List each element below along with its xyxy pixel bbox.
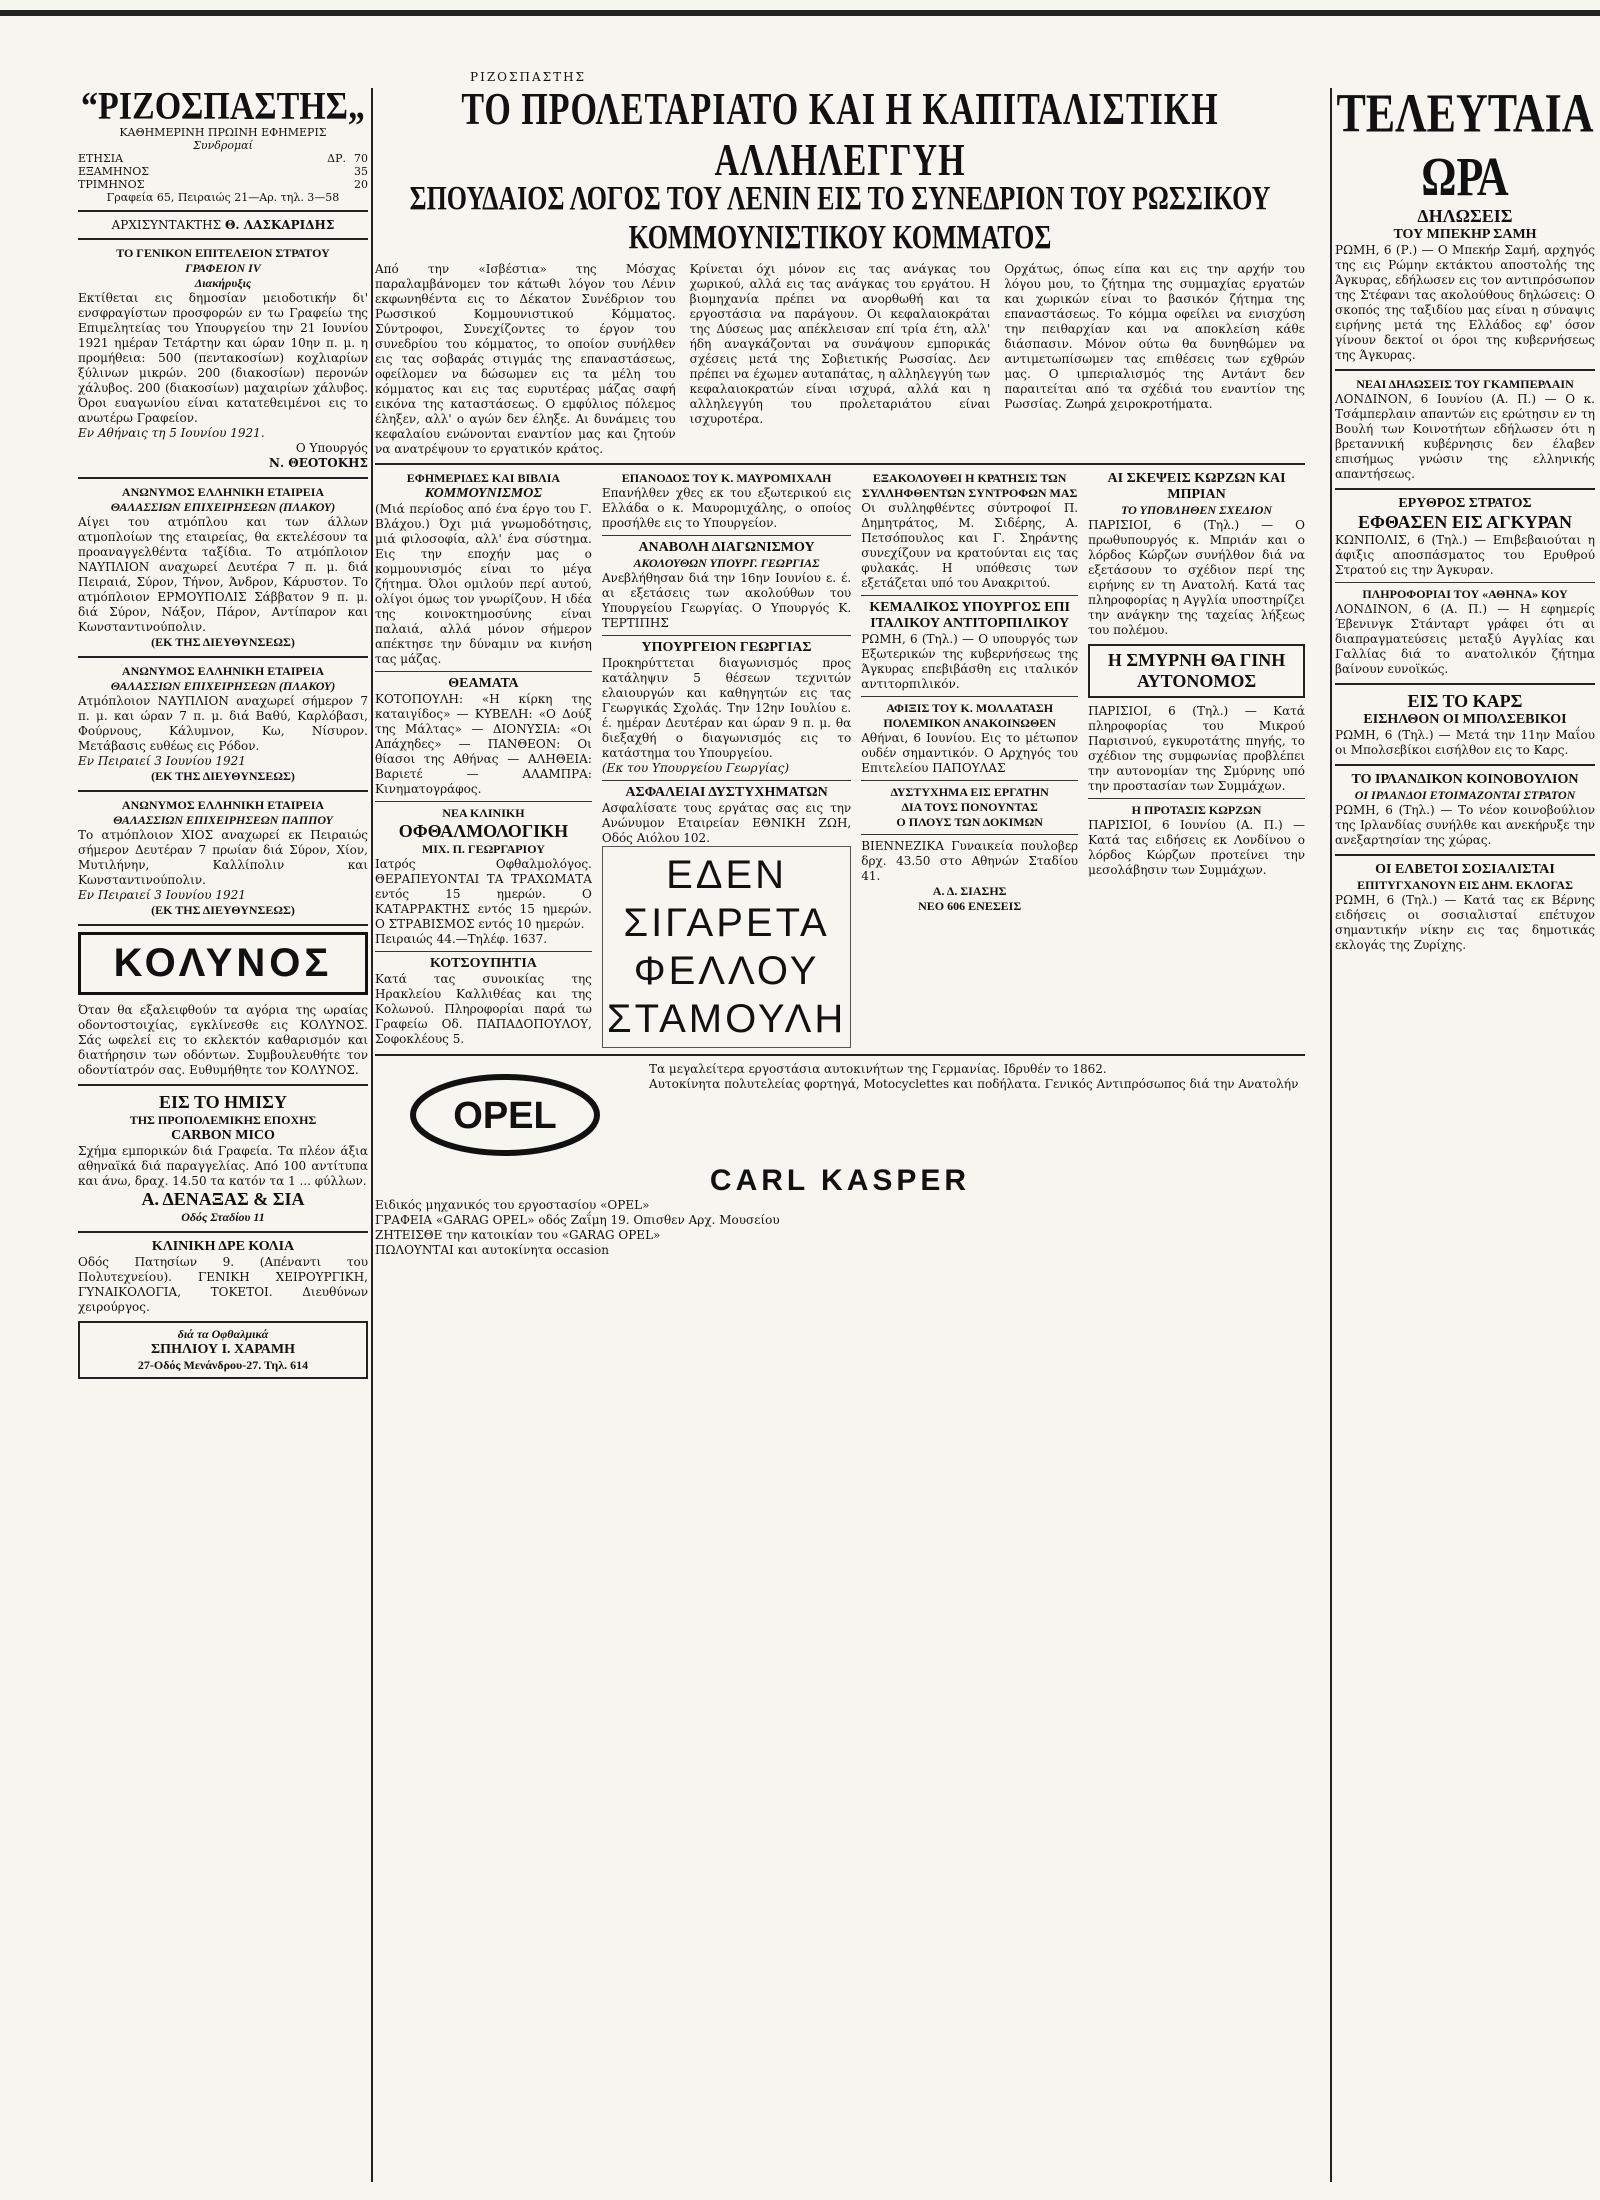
theatre-text: ΚΟΤΟΠΟΥΛΗ: «Η κίρκη της καταιγίδος» — ΚΥΒΕΛΗ: «Ο Δούξ της Μάλτας» — ΔΙΟΝΥΣΙΑ: «Οι Απάχηδες» — ΠΑΝΘΕΟΝ: Οι θίασοι της Αθήνας — ΑΛΗΘΕΙΑ: Βαριετέ — ΑΛΑΜΠΡΑ: Κινηματογράφος.	[375, 692, 592, 796]
divider	[1088, 798, 1305, 799]
opel-intro: Τα μεγαλείτερα εργοστάσια αυτοκινήτων της Γερμανίας. Ιδρυθέν το 1862.	[649, 1062, 1107, 1076]
offices-line: Γραφεία 65, Πειραιώς 21—Αρ. τηλ. 3—58	[106, 191, 340, 204]
divider	[78, 1084, 368, 1086]
masthead-title: “ΡΙΖΟΣΠΑΣΤΗΣ„	[81, 88, 365, 128]
clinic-text: Οδός Πατησίων 9. (Απέναντι του Πολυτεχνείου). ΓΕΝΙΚΗ ΧΕΙΡΟΥΡΓΙΚΗ, ΓΥΝΑΙΚΟΛΟΓΙΑ, ΤΟΚΕΤΟΙ. Διευθύνων χειρούργος.	[78, 1255, 368, 1314]
optician-name: ΣΠΗΛΙΟΥ Ι. ΧΑΡΑΜΗ	[151, 1342, 295, 1357]
section-body: Προκηρύττεται διαγωνισμός προς κατάληψιν 5 θέσεων τεχνιτών ελαιουργών και καθηγητών εις τας Γεωργικάς Σχολάς. Την 12ην Ιουλίου ε. έ. ημέραν Δευτέραν και ώραν 9 π. μ. θα διεξαχθή ο διαγωνισμός εις το κατάστημα του Υπουργείου.	[601, 656, 852, 760]
divider	[78, 790, 368, 792]
section-body: Οι συλληφθέντες σύντροφοί Π. Δημητράτος, Μ. Σιδέρης, Α. Πετσόπουλος και Γ. Σηράντης συνεχίζουν να κρατούνται εις τας φυλακάς. Η υπόθεσις των εξετάζεται υπό του Ανακριτού.	[861, 501, 1079, 590]
notice-subheading: ΘΑΛΑΣΣΙΩΝ ΕΠΙΧΕΙΡΗΣΕΩΝ (ΠΛΑΚΟΥ)	[110, 679, 336, 693]
divider	[861, 834, 1078, 835]
section-body: ΡΩΜΗ, 6 (Τηλ.) — Το νέον κοινοβούλιον της Ιρλανδίας συνήλθε και ανεκήρυξε την ανεξαρτησίαν της χώρας.	[1335, 803, 1595, 847]
viennese-ad: ΒΙΕΝΝΕΖΙΚΑ Γυναικεία πουλοβερ δρχ. 43.50 στο Αθηνών Σταδίου 41.	[861, 839, 1079, 883]
notice-footer: (ΕΚ ΤΗΣ ΔΙΕΥΘΥΝΣΕΩΣ)	[151, 903, 295, 917]
lower-column-1	[375, 471, 592, 1048]
section-heading: ΔΙΑ ΤΟΥΣ ΠΟΝΟΥΝΤΑΣ	[901, 800, 1038, 814]
kotsoupitia-heading: ΚΟΤΣΟΥΠΗΤΙΑ	[429, 956, 537, 971]
section-subheading: ΟΙ ΙΡΛΑΝΔΟΙ ΕΤΟΙΜΑΖΟΝΤΑΙ ΣΤΡΑΤΟΝ	[1354, 788, 1576, 802]
notice-heading: ΑΝΩΝΥΜΟΣ ΕΛΛΗΝΙΚΗ ΕΤΑΙΡΕΙΑ	[121, 664, 325, 678]
rate-unit	[327, 178, 346, 191]
section-subheading: ΤΟΥ ΜΠΕΚΗΡ ΣΑΜΗ	[1393, 227, 1537, 242]
section-heading: ΝΕΑΙ ΔΗΛΩΣΕΙΣ ΤΟΥ ΓΚΑΜΠΕΡΛΑΙΝ	[1356, 377, 1574, 391]
opel-intro-2: Αυτοκίνητα πολυτελείας φορτηγά, Motocyclettes και ποδήλατα. Γενικός Αντιπρόσωπος διά την Ανατολήν	[649, 1077, 1299, 1091]
notice-date: Εν Αθήναις τη 5 Ιουνίου 1921.	[78, 426, 265, 440]
article-column: Ορχάτως, όπως είπα και εις την αρχήν του λόγου μου, το ζήτημα της συμμαχίας εργατών και χωρικών είναι το βασικόν ζήτημα της επαναστάσεως. Το κόμμα οφείλει να ενισχύση την πειθαρχίαν και να αποκλείση κάθε διάσπασιν. Μόνον ούτω θα δυνηθώμεν να αντιμετωπίσωμεν τας επιθέσεις των εχθρών μας. Ο ιμπεριαλισμός της Αντάντ δεν παραιτείται από τα σχέδιά του εναντίον της Ρωσσίας. Ζωηρά χειροκροτήματα.	[1004, 262, 1305, 411]
notice-heading: ΑΝΩΝΥΜΟΣ ΕΛΛΗΝΙΚΗ ΕΤΑΙΡΕΙΑ	[121, 798, 325, 812]
rate-unit: ΔΡ.	[327, 152, 346, 165]
section-heading: ΠΟΛΕΜΙΚΟΝ ΑΝΑΚΟΙΝΩΘΕΝ	[883, 716, 1056, 730]
lenin-article	[375, 262, 1305, 457]
denaxas-name: Α. ΔΕΝΑΞΑΣ & ΣΙΑ	[141, 1189, 305, 1209]
editor-label: ΑΡΧΙΣΥΝΤΑΚΤΗΣ	[111, 218, 222, 232]
optician-ad	[78, 1321, 368, 1379]
main-column	[375, 88, 1305, 2182]
opel-logo-text: OPEL	[453, 1095, 557, 1137]
rate-price: 70	[354, 152, 368, 165]
rate-unit	[327, 165, 346, 178]
carbon-ad-subheading: ΤΗΣ ΠΡΟΠΟΛΕΜΙΚΗΣ ΕΠΟΧΗΣ	[129, 1113, 317, 1127]
viennese-ad-name: Α. Δ. ΣΙΑΣΗΣ	[932, 884, 1007, 898]
divider	[1335, 488, 1595, 490]
notice-footer: (ΕΚ ΤΗΣ ΔΙΕΥΘΥΝΣΕΩΣ)	[151, 635, 295, 649]
opel-logo-icon	[405, 1070, 605, 1160]
divider	[375, 951, 592, 952]
section-heading: ΔΗΛΩΣΕΙΣ	[1417, 206, 1513, 226]
lower-column-3	[861, 471, 1078, 1048]
optician-intro: διά τα Οφθαλμικά	[177, 1327, 269, 1341]
rate-price: 20	[354, 178, 368, 191]
opel-sold: ΠΩΛΟΥΝΤΑΙ και αυτοκίνητα occasion	[375, 1243, 609, 1257]
section-body: ΠΑΡΙΣΙΟΙ, 6 (Τηλ.) — Ο πρωθυπουργός κ. Μπριάν και ο λόρδος Κώρζων συνήλθον διά να εξετάσουν το σχέδιον περί της ειρήνης εν τη Ανατολή. Κατά τας πληροφορίας η Αγγλία υποστηρίζει την ανάγκην της ταχείας λήξεως του πολέμου.	[1088, 518, 1305, 637]
section-subheading: ΤΟ ΥΠΟΒΛΗΘΕΝ ΣΧΕΔΙΟΝ	[1121, 503, 1273, 517]
main-subheadline: ΣΠΟΥΔΑΙΟΣ ΛΟΓΟΣ ΤΟΥ ΛΕΝΙΝ ΕΙΣ ΤΟ ΣΥΝΕΔΡΙΟΝ ΤΟΥ ΡΩΣΣΙΚΟΥ ΚΟΜΜΟΥΝΙΣΤΙΚΟΥ ΚΟΜΜΑΤΟΣ	[409, 179, 1271, 256]
divider	[1335, 854, 1595, 856]
opel-office: ΓΡΑΦΕΙΑ «GARAG OPEL» οδός Ζαΐμη 19. Οπισθεν Αρχ. Μουσείου	[375, 1213, 780, 1227]
section-body: ΠΑΡΙΣΙΟΙ, 6 (Τηλ.) — Κατά πληροφορίας του Μικρού Παρισινού, εγκυροτάτης πηγής, το σχέδιον της συμφωνίας προβλέπει την αυτονομίαν της Σμύρνης υπό την προστασίαν των Συμμάχων.	[1088, 704, 1305, 793]
optician-address: 27-Οδός Μενάνδρου-27. Τηλ. 614	[137, 1358, 309, 1372]
notice-body: Το ατμόπλοιον ΧΙΟΣ αναχωρεί εκ Πειραιώς σήμερον Δευτέραν 7 πρωίαν διά Σύρον, Χίον, Μυτιλήνην, Καλλίπολιν και Κωνσταντινούπολιν.	[78, 828, 368, 887]
section-heading: Ο ΠΛΟΥΣ ΤΩΝ ΔΟΚΙΜΩΝ	[896, 815, 1043, 829]
section-body: ΠΑΡΙΣΙΟΙ, 6 Ιουνίου (Α. Π.) — Κατά τας ειδήσεις εκ Λονδίνου ο λόρδος Κώρζων προτείνει την μεσολάβησιν των Συμμάχων.	[1088, 818, 1305, 877]
section-heading: ΚΕΜΑΛΙΚΟΣ ΥΠΟΥΡΓΟΣ ΕΠΙ ΙΤΑΛΙΚΟΥ ΑΝΤΙΤΟΡΠΙΛΙΚΟΥ	[869, 600, 1070, 631]
section-heading: ΕΦΗΜΕΡΙΔΕΣ ΚΑΙ ΒΙΒΛΙΑ	[406, 471, 561, 485]
section-body: Επανήλθεν χθες εκ του εξωτερικού εις Ελλάδα ο κ. Μαυρομιχάλης, ο οποίος προσήλθε εις το Υπουργείον.	[601, 486, 852, 530]
eye-clinic-heading: ΝΕΑ ΚΛΙΝΙΚΗ	[442, 806, 525, 820]
section-subheading: ΕΦΘΑΣΕΝ ΕΙΣ ΑΓΚΥΡΑΝ	[1358, 512, 1572, 532]
cigarette-ad: ΕΔΕΝ ΣΙΓΑΡΕΤΑ ΦΕΛΛΟΥ ΣΤΑΜΟΥΛΗ	[602, 846, 851, 1048]
divider	[375, 1054, 1305, 1056]
carl-kasper-brand: CARL KASPER	[709, 1164, 971, 1197]
section-heading: Η ΠΡΟΤΑΣΙΣ ΚΩΡΖΩΝ	[1131, 803, 1262, 817]
section-subheading: ΚΟΜΜΟΥΝΙΣΜΟΣ	[424, 486, 542, 501]
divider	[78, 210, 368, 212]
rate-period: ΤΡΙΜΗΝΟΣ	[78, 178, 145, 191]
notice-date: Εν Πειραιεί 3 Ιουνίου 1921	[78, 754, 246, 768]
divider	[861, 780, 1078, 781]
section-heading: ΥΠΟΥΡΓΕΙΟΝ ΓΕΩΡΓΙΑΣ	[641, 640, 812, 655]
section-heading: ΕΞΑΚΟΛΟΥΘΕΙ Η ΚΡΑΤΗΣΙΣ ΤΩΝ ΣΥΛΛΗΦΘΕΝΤΩΝ ΣΥΝΤΡΟΦΩΝ ΜΑΣ	[861, 471, 1078, 500]
section-body: Ασφαλίσατε τους εργάτας σας εις την Ανώνυμον Εταιρείαν ΕΘΝΙΚΗ ΖΩΗ, Οδός Αιόλου 102.	[601, 801, 852, 845]
section-footer: (Εκ του Υπουργείου Γεωργίας)	[601, 761, 789, 775]
section-heading: ΔΥΣΤΥΧΗΜΑ ΕΙΣ ΕΡΓΑΤΗΝ	[890, 785, 1049, 799]
section-heading: ΟΙ ΕΛΒΕΤΟΙ ΣΟΣΙΑΛΙΣΤΑΙ	[1375, 862, 1555, 877]
rates-table	[78, 152, 368, 191]
divider	[78, 924, 368, 926]
carbon-ad-text: Σχήμα εμπορικών διά Γραφεία. Τα πλέον άξια αθηναϊκά διά παραγγελίας. Από 100 αντίτυπα και άνω, δραχ. 14.50 τα κατόν τα 1 ... φύλλων.	[78, 1144, 368, 1188]
divider	[602, 780, 851, 781]
notice-kind: Διακήρυξις	[194, 276, 252, 290]
divider	[78, 238, 368, 240]
section-heading: ΝΕΟ 606 ΕΝΕΣΕΙΣ	[918, 899, 1022, 913]
divider	[602, 635, 851, 636]
notice-footer: (ΕΚ ΤΗΣ ΔΙΕΥΘΥΝΣΕΩΣ)	[151, 769, 295, 783]
divider	[602, 535, 851, 536]
denaxas-address: Οδός Σταδίου 11	[181, 1210, 265, 1224]
right-column	[1335, 88, 1595, 2182]
carbon-ad-brand: CARBON MICO	[171, 1128, 275, 1143]
section-body: ΛΟΝΔΙΝΟΝ, 6 (Α. Π.) — Η εφημερίς Έβενινγκ Στάνταρτ γράφει ότι αι διαπραγματεύσεις μεταξύ Αγγλίας και Γαλλίας διά το ανατολικόν ζήτημα βαίνουν ευνοϊκώς.	[1335, 602, 1595, 676]
notice-subheading: ΘΑΛΑΣΣΙΩΝ ΕΠΙΧΕΙΡΗΣΕΩΝ ΠΑΠΠΟΥ	[113, 813, 333, 827]
top-rule	[0, 10, 1600, 16]
divider	[1335, 369, 1595, 371]
main-headline: ΤΟ ΠΡΟΛΕΤΑΡΙΑΤΟ ΚΑΙ Η ΚΑΠΙΤΑΛΙΣΤΙΚΗ ΑΛΛΗΛΕΓΓΥΗ	[461, 88, 1219, 186]
divider	[78, 1231, 368, 1233]
smyrna-box	[1088, 644, 1305, 698]
notice-sign-label: Ο Υπουργός	[295, 441, 368, 455]
editor-line	[78, 218, 368, 232]
section-heading: ΕΡΥΘΡΟΣ ΣΤΡΑΤΟΣ	[1398, 496, 1532, 511]
left-column	[78, 88, 368, 2182]
last-hour-heading: ΤΕΛΕΥΤΑΙΑ ΩΡΑ	[1336, 88, 1594, 208]
rate-price: 35	[354, 165, 368, 178]
masthead-subtitle: ΚΑΘΗΜΕΡΙΝΗ ΠΡΩΙΝΗ ΕΦΗΜΕΡΙΣ	[119, 126, 327, 139]
section-body: Αθήναι, 6 Ιουνίου. Εις το μέτωπον ουδέν σημαντικόν. Ο Αρχηγός του Επιτελείου ΠΑΠΟΥΛΑΣ	[861, 731, 1079, 775]
lower-column-4	[1088, 471, 1305, 1048]
section-body: Ανεβλήθησαν διά την 16ην Ιουνίου ε. έ. αι εξετάσεις των ακολούθων του Υπουργείου Γεωργίας. Ο Υπουργός Κ. ΤΕΡΤΙΠΗΣ	[601, 571, 852, 630]
section-heading: Η ΣΜΥΡΝΗ ΘΑ ΓΙΝΗ ΑΥΤΟΝΟΜΟΣ	[1107, 650, 1286, 691]
lower-columns	[375, 471, 1305, 1048]
running-head: ΡΙΖΟΣΠΑΣΤΗΣ	[470, 70, 587, 84]
theatre-heading: ΘΕΑΜΑΤΑ	[448, 676, 519, 691]
article-column: Κρίνεται όχι μόνον εις τας ανάγκας του χωρικού, αλλά εις τας ανάγκας του εργάτου. Η βιομηχανία πρέπει να ανορθωθή και τα εργοστάσια να παράγουν. Οι κεφαλαιοκράται της Δύσεως μας απέκλεισαν επί τρία έτη, αλλ' ήδη αναγκάζονται να συνάψουν εμπορικάς σχέσεις μετά της Σοβιετικής Ρωσσίας. Δεν πρέπει να έχωμεν αυταπάτας, η αλληλεγγύη των κεφαλαιοκρατών είναι ισχυρά, αλλά και η αλληλεγγύη του προλεταριάτου είναι ισχυροτέρα.	[689, 262, 991, 426]
section-heading: ΕΠΑΝΟΔΟΣ ΤΟΥ Κ. ΜΑΥΡΟΜΙΧΑΛΗ	[621, 471, 832, 485]
section-body: ΡΩΜΗ, 6 (Τηλ.) — Κατά τας εκ Βέρνης ειδήσεις οι σοσιαλισταί επέτυχον σημαντικήν νίκην εις τας δημοτικάς εκλογάς της Ζυρίχης.	[1335, 893, 1595, 952]
notice-signature: Ν. ΘΕΟΤΟΚΗΣ	[268, 456, 368, 470]
eye-clinic-address: Πειραιώς 44.—Τηλέφ. 1637.	[375, 932, 548, 946]
section-subheading: ΑΚΟΛΟΥΘΩΝ ΥΠΟΥΡΓ. ΓΕΩΡΓΙΑΣ	[633, 556, 820, 570]
section-body: ΡΩΜΗ, 6 (Ρ.) — Ο Μπεκήρ Σαμή, αρχηγός της εις Ρώμην εκτάκτου αποστολής της Άγκυρας, εδήλωσεν εις τον αντιπρόσωπον της Στέφανι τας ακολούθους δηλώσεις: Ο σκοπός της ταξιδίου μας είναι η σύναψις ειρήνης μετά της Ελλάδος εφ' όσον γίνουν δεκτοί οι όροι της κυβερνήσεως της Άγκυρας.	[1335, 243, 1595, 362]
divider	[375, 801, 592, 802]
notice-date: Εν Πειραιεί 3 Ιουνίου 1921	[78, 888, 246, 902]
subscriptions-label: Συνδρομαί	[193, 139, 253, 152]
kotsoupitia-text: Κατά τας συνοικίας της Ηρακλείου Καλλιθέας και της Κολωνού. Πληροφορίαι παρά τω Γραφείω Οδ. ΠΑΠΑΔΟΠΟΥΛΟΥ, Σοφοκλέους 5.	[375, 972, 592, 1046]
editor-name: Θ. ΛΑΣΚΑΡΙΔΗΣ	[224, 218, 335, 232]
kolynos-ad-text: Όταν θα εξαλειφθούν τα αγόρια της ωραίας οδοντοστοιχίας, εγκλίνεσθε εις ΚΟΛΥΝΟΣ. Σάς ωφελεί εις το εκλεκτόν καθαρισμόν και διατήρησιν των οδόντων. Συμβουλευθήτε τον οδοντίατρόν σας. Ευθυμήθητε τον ΚΟΛΥΝΟΣ.	[78, 1003, 368, 1077]
opel-workshop: Ειδικός μηχανικός του εργοστασίου «OPEL»	[375, 1198, 650, 1212]
section-heading: ΑΝΑΒΟΛΗ ΔΙΑΓΩΝΙΣΜΟΥ	[638, 540, 815, 555]
eye-clinic-text: Ιατρός Οφθαλμολόγος. ΘΕΡΑΠΕΥΟΝΤΑΙ ΤΑ ΤΡΑΧΩΜΑΤΑ εντός 15 ημερών. Ο ΚΑΤΑΡΡΑΚΤΗΣ εντός 15 ημερών. Ο ΣΤΡΑΒΙΣΜΟΣ εντός 10 ημερών.	[375, 857, 592, 931]
notice-subheading: ΓΡΑΦΕΙΟΝ IV	[185, 261, 261, 275]
notice-body: Αίγει του ατμόπλου και των άλλων ατμοπλοίων της εταιρείας, θα εκτελέσουν τα προαναγγελθέντα ταξίδια. Το ατμόπλοιον ΝΑΥΠΛΙΟΝ αναχωρεί Δευτέρα 7 π. μ. διά Πειραιά, Σύρον, Τήνον, Άνδρον, Κάρυστον. Το ατμόπλοιον ΕΡΜΟΥΠΟΛΙΣ Σάββατον 9 π. μ. διά Σύρον, Νάξον, Πάρον, Αντίπαρον και Κωνσταντινούπολιν.	[78, 515, 368, 634]
section-heading: ΠΛΗΡΟΦΟΡΙΑΙ ΤΟΥ «ΑΘΗΝΑ» ΚΟΥ	[1362, 587, 1568, 601]
divider	[1335, 683, 1595, 685]
notice-subheading: ΘΑΛΑΣΣΙΩΝ ΕΠΙΧΕΙΡΗΣΕΩΝ (ΠΛΑΚΟΥ)	[110, 500, 336, 514]
section-body: ΚΩΝΠΟΛΙΣ, 6 (Τηλ.) — Επιβεβαιούται η άφιξις αποσπάσματος του Ερυθρού Στρατού εις την Άγκυραν.	[1335, 533, 1595, 577]
eye-clinic-doctor: ΜΙΧ. Π. ΓΕΩΡΓΑΡΙΟΥ	[421, 842, 545, 856]
divider	[78, 477, 368, 479]
article-column: Από την «Ισβέστια» της Μόσχας παραλαμβάνομεν τον κάτωθι λόγον του Λένιν εκφωνηθέντα εις το Δέκατον Συνέδριον του Ρωσσικού Κομμουνιστικού Κόμματος. Σύντροφοι, Συνεχίζοντες το έργον του συνεδρίου του κόμματος, το οποίον συνήλθεν εις τας σοβαράς στιγμάς της επαναστάσεως, οφείλομεν να δώσωμεν εις τα μέλη του κόμματος και εις τας ευρυτέρας μάζας σαφή εικόνα της καταστάσεως. Ο εμφύλιος πόλεμος έληξεν, αλλ' ο αγών δεν έληξε. Αι δυνάμεις του κεφαλαίου ενώνονται εναντίον μας και ζητούν να ανατρέψουν το εργατικόν κράτος.	[375, 262, 676, 456]
column-rule	[371, 88, 373, 2182]
section-heading: ΑΦΙΞΙΣ ΤΟΥ Κ. ΜΟΛΛΑΤΑΣΗ	[886, 701, 1054, 715]
opel-seek: ΖΗΤΕΙΣΘΕ την κατοικίαν του «GARAG OPEL»	[375, 1228, 661, 1242]
divider	[1335, 764, 1595, 766]
carbon-ad-heading: ΕΙΣ ΤΟ ΗΜΙΣΥ	[159, 1092, 287, 1112]
section-subheading: ΕΙΣΗΛΘΟΝ ΟΙ ΜΠΟΛΣΕΒΙΚΟΙ	[1363, 712, 1567, 727]
section-heading: ΑΣΦΑΛΕΙΑΙ ΔΥΣΤΥΧΗΜΑΤΩΝ	[625, 785, 828, 800]
eye-clinic-title: ΟΦΘΑΛΜΟΛΟΓΙΚΗ	[398, 821, 569, 841]
lower-column-2	[602, 471, 851, 1048]
section-body: ΡΩΜΗ, 6 (Τηλ.) — Μετά την 11ην Μαΐου οι Μπολσεβίκοι εισήλθον εις το Καρς.	[1335, 728, 1595, 757]
divider	[861, 595, 1078, 596]
divider	[861, 696, 1078, 697]
section-heading: ΤΟ ΙΡΛΑΝΔΙΚΟΝ ΚΟΙΝΟΒΟΥΛΙΟΝ	[1351, 772, 1579, 787]
divider	[375, 671, 592, 672]
section-subheading: ΕΠΙΤΥΓΧΑΝΟΥΝ ΕΙΣ ΔΗΜ. ΕΚΛΟΓΑΣ	[1357, 878, 1573, 892]
opel-ad-text	[649, 1062, 1305, 1164]
notice-heading: ΤΟ ΓΕΝΙΚΟΝ ΕΠΙΤΕΛΕΙΟΝ ΣΤΡΑΤΟΥ	[116, 246, 330, 260]
notice-heading: ΑΝΩΝΥΜΟΣ ΕΛΛΗΝΙΚΗ ΕΤΑΙΡΕΙΑ	[121, 485, 325, 499]
divider	[78, 656, 368, 658]
notice-body: Εκτίθεται εις δημοσίαν μειοδοτικήν δι' ενσφραγίστων προσφορών εν τω Γραφείω της Επιμελητείας του Υπουργείου την 21 Ιουνίου 1921 ημέραν Τετάρτην και ώραν 10ην π. μ. η προμήθεια: 500 (πεντακοσίων) κοχλιαρίων ξύλινων μικρών. 200 (διακοσίων) περονών χάλυβος. 200 (διακοσίων) μαχαιρίων χάλυβος. Όροι ευαγωνίου είναι κατατεθειμένοι εις το ανωτέρω Γραφείον.	[78, 291, 368, 425]
section-heading: ΕΙΣ ΤΟ ΚΑΡΣ	[1407, 691, 1523, 711]
section-heading: ΑΙ ΣΚΕΨΕΙΣ ΚΩΡΖΩΝ ΚΑΙ ΜΠΡΙΑΝ	[1107, 471, 1286, 502]
rate-period: ΕΤΗΣΙΑ	[78, 152, 124, 165]
notice-body: Ατμόπλοιον ΝΑΥΠΛΙΟΝ αναχωρεί σήμερον 7 π. μ. και ώραν 7 π. μ. διά Βαθύ, Καρλόβασι, Φούρνους, Κάλυμνον, Κω, Νίσυρον. Μετάβασις ευθέως εις Ρόδον.	[78, 694, 368, 753]
section-body: ΡΩΜΗ, 6 (Τηλ.) — Ο υπουργός των Εξωτερικών της κυβερνήσεως της Άγκυρας επεβιβάσθη εις ιταλικόν αντιτορπιλικόν.	[861, 632, 1079, 691]
divider	[375, 463, 1305, 465]
kolynos-ad-logo: ΚΟΛΥΝΟΣ	[78, 932, 368, 995]
column-rule	[1330, 88, 1332, 2182]
section-body: (Μιά περίοδος από ένα έργο του Γ. Βλάχου.) Όχι μιά γνωμοδότησις, μιά φιλοσοφία, αλλ' ένα σύστημα. Εις την εποχήν μας ο κομμουνισμός είναι το μέγα ζήτημα. Όλοι ομιλούν περί αυτού, ολίγοι όμως τον γνωρίζουν. Η ιδέα της κοινοκτημοσύνης είναι παλαιά, αλλά μόνον σήμερον απέκτησε την δύναμιν να κινήση τας μάζας.	[375, 502, 592, 666]
rate-period: ΕΞΑΜΗΝΟΣ	[78, 165, 149, 178]
divider	[1335, 582, 1595, 583]
section-body: ΛΟΝΔΙΝΟΝ, 6 Ιουνίου (Α. Π.) — Ο κ. Τσάμπερλαιν απαντών εις ερώτησιν εν τη Βουλή των Κοινοτήτων εδήλωσεν ότι η βρεταννική κυβέρνησις δεν έλαβεν επισήμως γνώσιν της ελληνικής απαντήσεως.	[1335, 392, 1595, 481]
clinic-heading: ΚΛΙΝΙΚΗ ΔΡΕ ΚΟΛΙΑ	[151, 1239, 295, 1254]
opel-ad	[375, 1062, 1305, 1164]
